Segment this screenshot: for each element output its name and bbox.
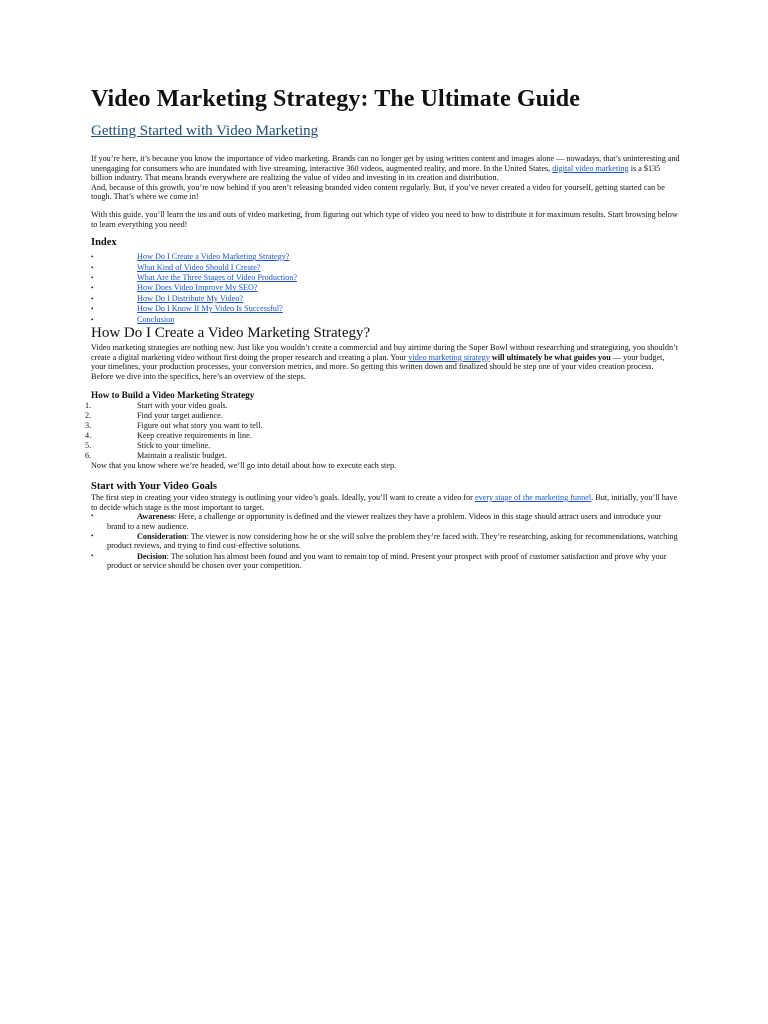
index-link[interactable]: How Does Video Improve My SEO? bbox=[137, 283, 258, 293]
index-link[interactable]: How Do I Distribute My Video? bbox=[137, 293, 244, 303]
index-link[interactable]: How Do I Create a Video Marketing Strategy? bbox=[137, 252, 290, 262]
document-page bbox=[85, 86, 681, 571]
index-item bbox=[91, 252, 681, 262]
index-item bbox=[91, 273, 681, 283]
funnel-stages-list bbox=[91, 512, 681, 571]
index-list bbox=[91, 252, 681, 325]
stage-item-decision: • Decision: The solution has almost been found and you want to remain top of mind. Present your prospect with proof of customer satisfaction and prove why your product or service should be chosen over your competition. bbox=[91, 552, 681, 571]
index-item bbox=[91, 304, 681, 314]
intro-paragraph-1: If you’re here, it’s because you know the importance of video marketing. Brands can no longer get by using written content and images alone — nowadays, that’s uninteresting and unengaging for consumers who are inundated with live streaming, interactive 360 videos, augmented reality, and more. In the United States, digital video marketing is a $135 billion industry. That means brands everywhere are realizing the value of video and investing in its creation and distribution. bbox=[91, 154, 680, 183]
intro-paragraph-2: And, because of this growth, you’re now behind if you aren’t releasing branded video content regularly. But, if you’ve never created a video for yourself, getting started can be tough. That’s where we come in! bbox=[91, 182, 665, 202]
step-item: 1. Start with your video goals. bbox=[85, 401, 228, 411]
stage-item-consideration: • Consideration: The viewer is now considering how he or she will solve the problem they’re faced with. They’re researching, asking for recommendations, watching product reviews, and trying to find cost-effective solutions. bbox=[91, 532, 681, 551]
page-title: Video Marketing Strategy: The Ultimate Guide bbox=[91, 86, 581, 112]
index-link[interactable]: How Do I Know If My Video Is Successful? bbox=[137, 304, 283, 314]
index-link[interactable]: What Are the Three Stages of Video Production? bbox=[137, 272, 297, 282]
index-heading: Index bbox=[91, 237, 117, 249]
goals-paragraph: The first step in creating your video strategy is outlining your video’s goals. Ideally, you’ll want to create a video for every stage of the marketing funnel. But, initially, you’ll have to decide which stage is the most important to target. bbox=[91, 492, 678, 512]
video-marketing-strategy-link[interactable]: video marketing strategy bbox=[408, 352, 490, 362]
strategy-paragraph-1: Video marketing strategies are nothing new. Just like you wouldn’t create a commercial and buy airtime during the Super Bowl without researching and strategizing, you shouldn’t create a digital marketing video without first doing the proper research and creating a plan. Your video marketing strategy will ultimately be what guides you — your budget, your timelines, your production processes, your conversion metrics, and more. So getting this written down and finalized should be step one of your video creation process. bbox=[91, 343, 678, 372]
digital-video-marketing-link[interactable]: digital video marketing bbox=[552, 163, 629, 173]
index-item bbox=[91, 263, 681, 273]
index-item bbox=[91, 283, 681, 293]
section-subtitle: Getting Started with Video Marketing bbox=[91, 123, 319, 139]
step-item: 3. Figure out what story you want to tell. bbox=[85, 421, 263, 431]
step-item: 4. Keep creative requirements in line. bbox=[85, 431, 252, 441]
steps-heading: How to Build a Video Marketing Strategy bbox=[91, 390, 255, 401]
step-item: 6. Maintain a realistic budget. bbox=[85, 451, 227, 461]
after-steps-paragraph: Now that you know where we’re headed, we’ll go into detail about how to execute each step. bbox=[91, 461, 397, 471]
index-item bbox=[91, 315, 681, 325]
strategy-paragraph-2: Before we dive into the specifics, here’s an overview of the steps. bbox=[91, 371, 306, 381]
step-item: 2. Find your target audience. bbox=[85, 411, 223, 421]
stage-item-awareness: • Awareness: Here, a challenge or opportunity is defined and the viewer realizes they have a problem. Videos in this stage should attract users and introduce your brand to a new audience. bbox=[91, 512, 681, 531]
index-link[interactable]: Conclusion bbox=[137, 314, 175, 324]
step-item: 5. Stick to your timeline. bbox=[85, 441, 211, 451]
steps-list bbox=[85, 401, 681, 461]
marketing-funnel-link[interactable]: every stage of the marketing funnel bbox=[474, 492, 592, 502]
index-link[interactable]: What Kind of Video Should I Create? bbox=[137, 262, 261, 272]
section-heading-strategy: How Do I Create a Video Marketing Strategy? bbox=[91, 325, 371, 341]
section-heading-goals: Start with Your Video Goals bbox=[91, 480, 218, 492]
index-item bbox=[91, 294, 681, 304]
intro-paragraph-3: With this guide, you’ll learn the ins and outs of video marketing, from figuring out which type of video you need to how to distribute it for maximum results. Start browsing below to learn everything you need! bbox=[91, 209, 678, 229]
